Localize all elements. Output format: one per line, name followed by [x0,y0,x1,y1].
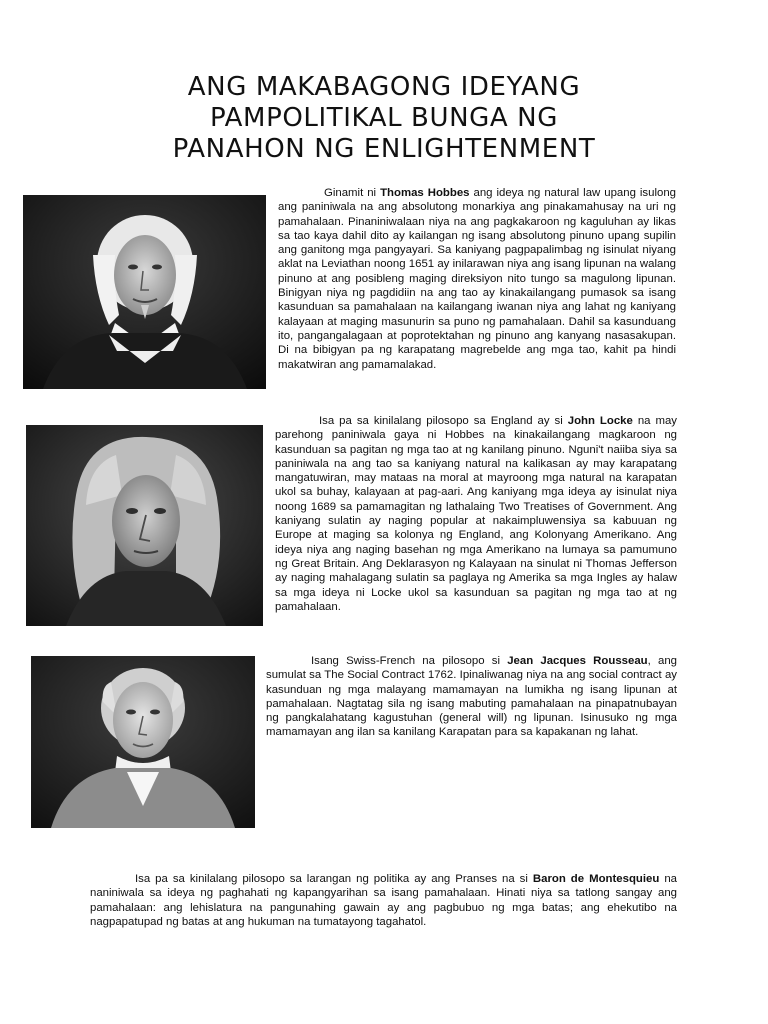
title-line-2: PAMPOLITIKAL BUNGA NG [210,103,558,133]
jean-jacques-rousseau-portrait [31,656,255,828]
montesquieu-paragraph [90,872,677,929]
rousseau-name: Jean Jacques Rousseau [507,655,648,667]
locke-paragraph [275,414,677,614]
hobbes-paragraph [278,186,676,372]
montesquieu-name: Baron de Montesquieu [532,873,660,885]
rousseau-paragraph [266,654,677,740]
page-title [80,72,688,165]
hobbes-text: ang ideya ng natural law upang isulong ang paniniwala na ang absolutong monarkiya ang pinakamahusay na uri ng pamahalaan. Pinaniniwalaan niya na ang pagkakaroon ng kaguluhan ay likas sa tao kaya dahil dito ay kailangan ng isang absolutong pinuno upang supilin ang ganitong mga pangyayari. Sa kaniyang pagpapalimbag ng isinulat niyang aklat na Leviathan noong 1651 ay inilarawan niya ang isang lipunan na walang pinuno at ang posibleng maging direksiyon nito tungo sa magulong lipunan. Binigyan niya ng pagdidiin na ang tao ay kinakailangang pumasok sa isang kasunduan sa pamahalaan na kailangang iwanan niya ang lahat ng kaniyang kalayaan at maging masunurin sa puno ng pamahalaan. Dahil sa kasunduang ito, pangangalagaan at poprotektahan ng pinuno ang kanyang nasasakupan. Di na bibigyan pa ng karapatang magrebelde ang mga tao, kahit pa hindi makatwiran ang pamamalakad. [278,187,676,371]
locke-text: na may parehong paniniwala gaya ni Hobbes na kinakailangang magkaroon ng kasunduan sa pagitan ng mga tao at ng kanilang pinuno. Nguni't naiiba siya sa paniniwala na ang tao sa kaniyang natural na kalikasan ay may karapatang mangatuwiran, may mataas na moral at mayroong mga natural na karapatan ukol sa buhay, kalayaan at pag-aari. Ang kaniyang mga ideya ay isinulat niya noong 1689 sa pamamagitan ng lathalaing Two Treatises of Government. Ang kaniyang sulatin ay naging popular at nakaimpluwensiya sa kabuuan ng Europe at maging sa kolonya ng England, ang Kolonyang Amerikano. Ang ideya niya ang naging basehan ng mga Amerikano na lumaya sa pamumuno ng Great Britain. Ang Deklarasyon ng Kalayaan na sinulat ni Thomas Jefferson ay naging mahalagang sulatin sa paglaya ng Amerika sa mga Ingles ay halaw sa mga ideya ni Locke ukol sa kasunduan sa pagitan ng mga tao at ng pamahalaan. [275,415,677,613]
montesquieu-text: na naniniwala sa ideya ng paghahati ng kapangyarihan sa isang pamahalaan. Hinati niya sa tatlong sangay ang pamahalaan: ang lehislatura na pangunahing gawain ay ang pagbubuo ng mga batas; ang ehekutibo na nagpapatupad ng batas at ang hukuman na tumatayong tagahatol. [90,873,678,928]
locke-intro: Isa pa sa kinilalang pilosopo sa England ay si [319,415,563,427]
title-line-1: ANG MAKABAGONG IDEYANG [187,72,581,102]
thomas-hobbes-portrait [23,195,266,389]
john-locke-portrait [26,425,263,626]
locke-name: John Locke [567,415,633,427]
rousseau-text: , ang sumulat sa The Social Contract 1762. Ipinaliwanag niya na ang social contract ay kasunduan ng mga malayang mamamayan na lumikha ng isang lipunan at pamahalaan. Nagtatag sila ng isang mabuting pamahalaan na pinapatnubayan ng pangkalahatang kagustuhan (general will) ng lipunan. Isinusuko ng mga mamamayan ang ilan sa kanilang Karapatan para sa kapakanan ng lahat. [266,655,677,739]
hobbes-intro: Ginamit ni [324,187,377,199]
rousseau-intro: Isang Swiss-French na pilosopo si [311,655,500,667]
hobbes-name: Thomas Hobbes [380,187,470,199]
title-line-3: PANAHON NG ENLIGHTENMENT [172,134,596,164]
montesquieu-intro: Isa pa sa kinilalang pilosopo sa larangan ng politika ay ang Pranses na si [135,873,528,885]
